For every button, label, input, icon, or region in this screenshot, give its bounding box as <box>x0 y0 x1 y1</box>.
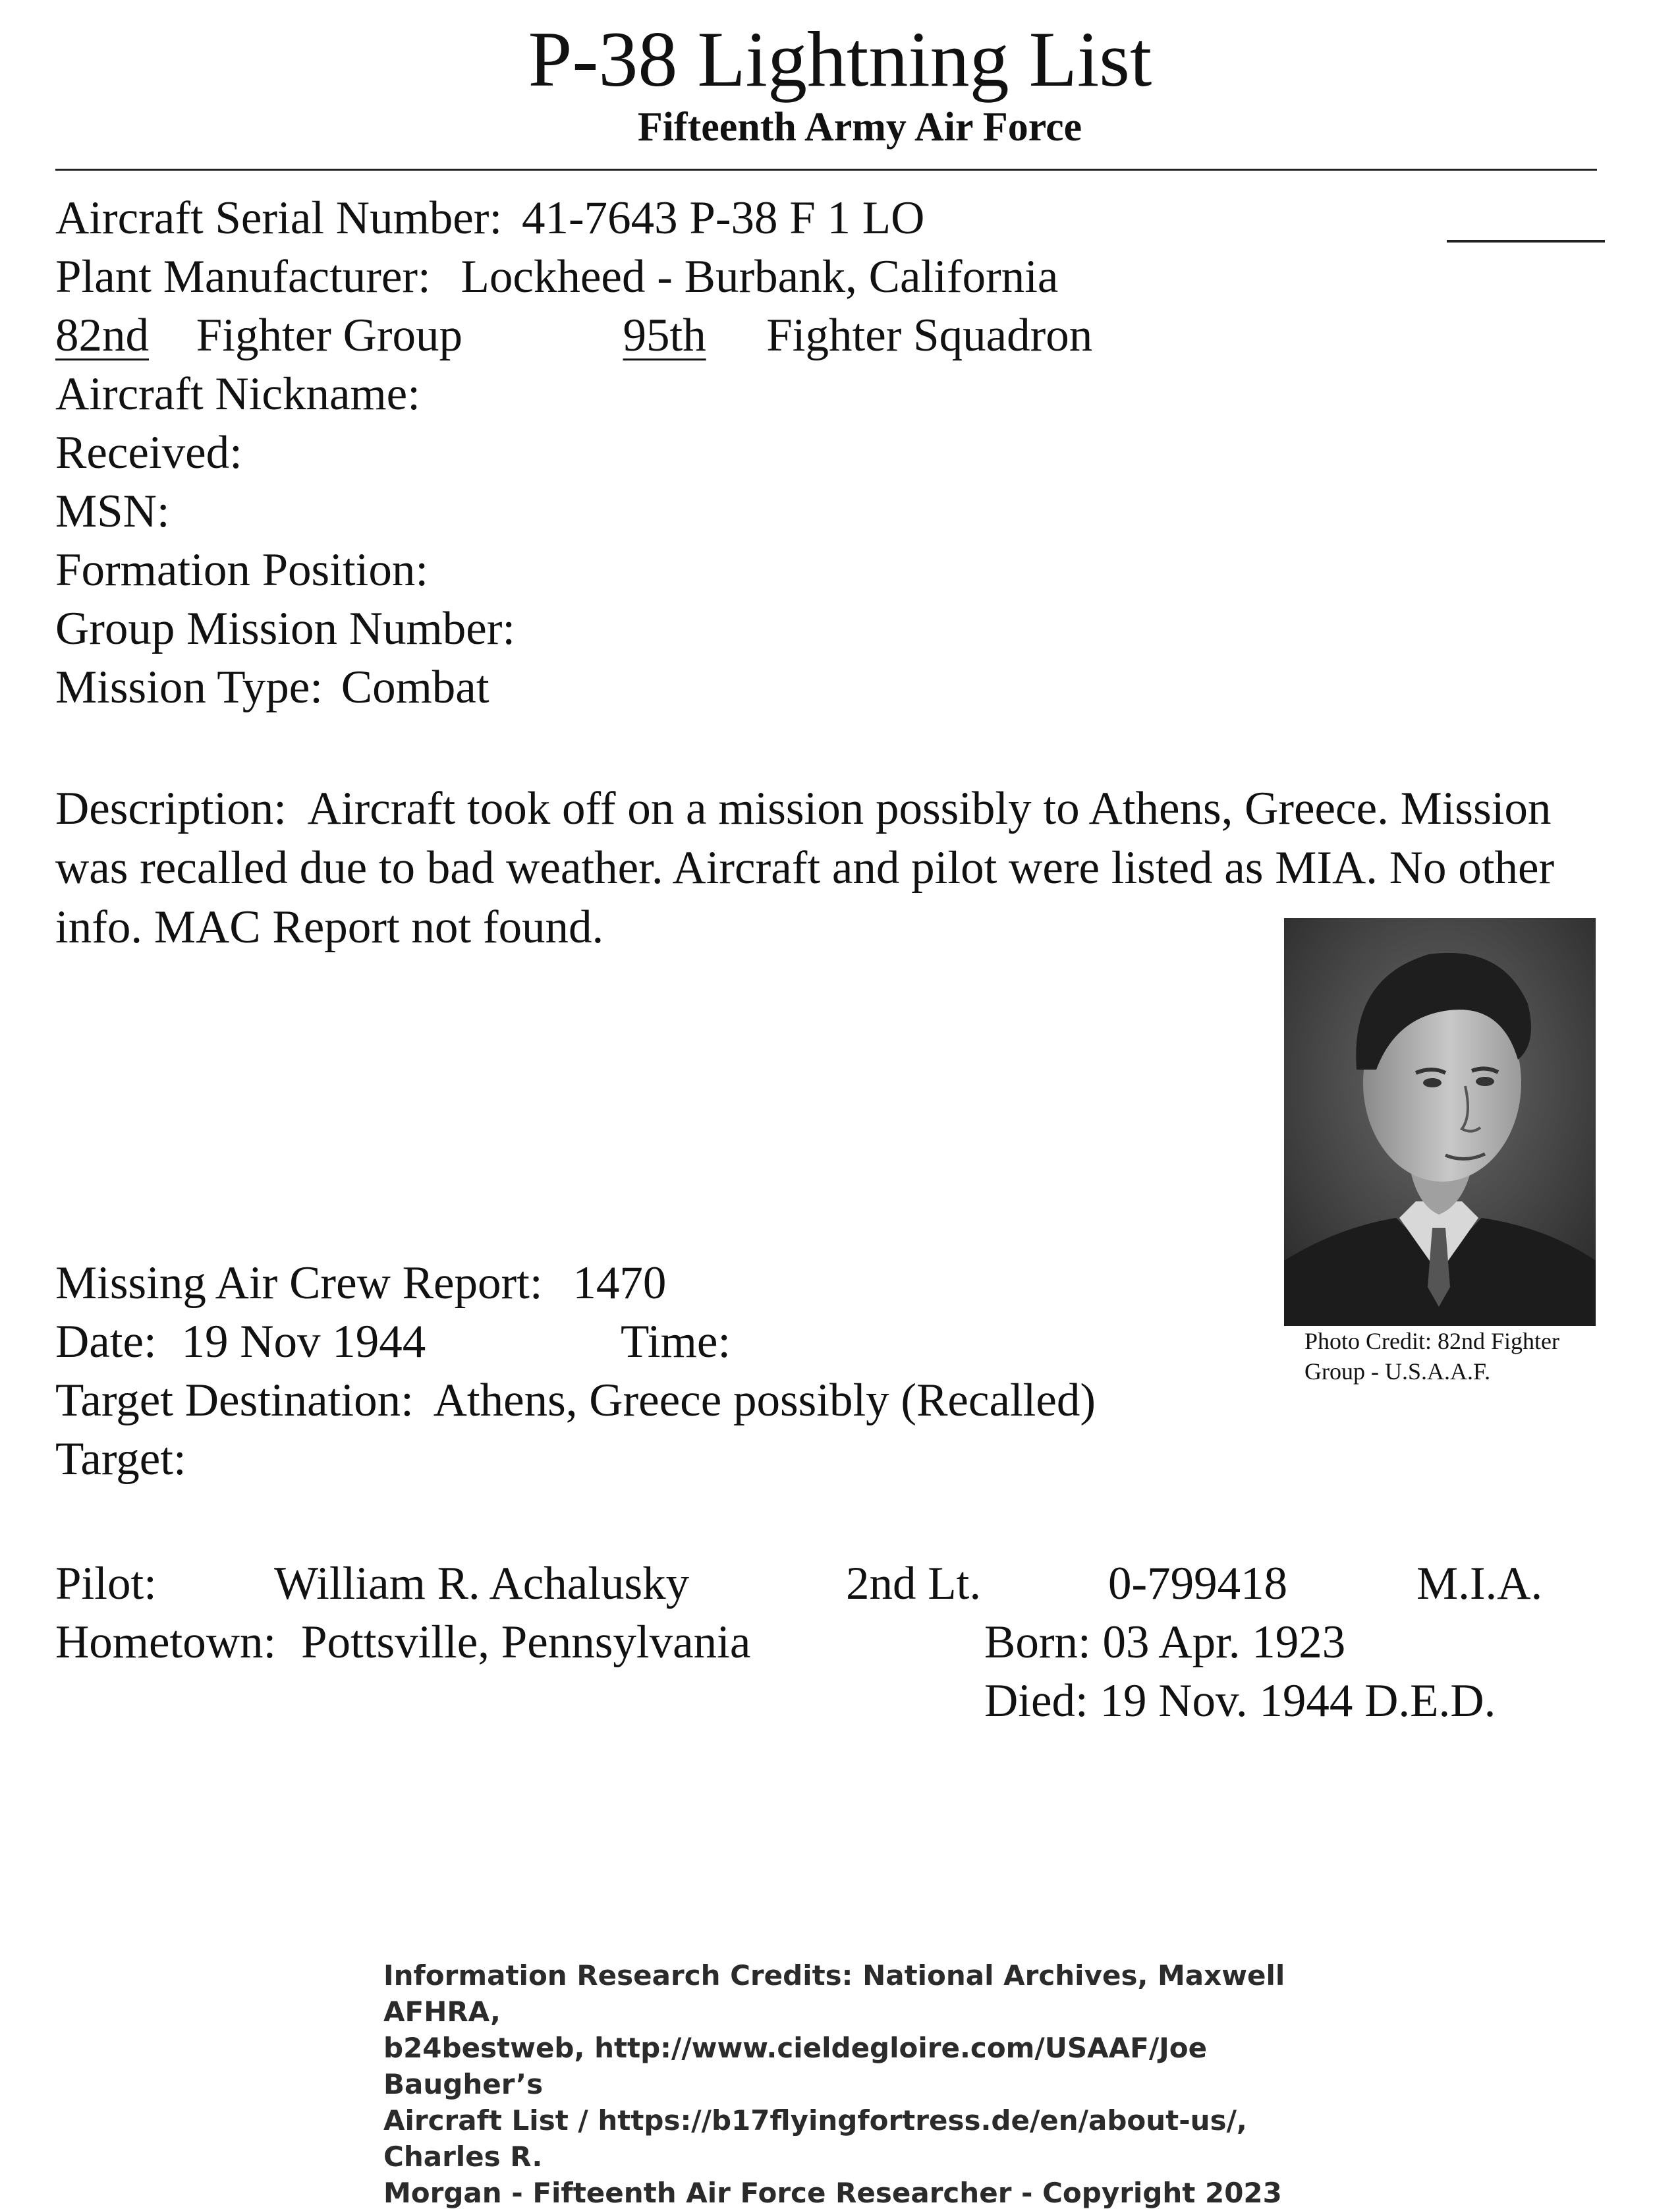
time-label: Time: <box>621 1316 731 1367</box>
credits-line-3: Aircraft List / https://b17flyingfortress.de/en/about-us/, Charles R. <box>383 2104 1247 2173</box>
date-label: Date: <box>55 1316 157 1367</box>
page-subtitle: Fifteenth Army Air Force <box>637 105 1082 150</box>
manufacturer-label: Plant Manufacturer: <box>55 251 431 302</box>
received-label: Received: <box>55 427 242 478</box>
pilot-rank: 2nd Lt. <box>846 1558 982 1609</box>
squadron-label: Fighter Squadron <box>766 310 1093 361</box>
unit-row <box>55 306 1092 365</box>
serial-blank-line <box>1447 240 1605 243</box>
born-date: Born: 03 Apr. 1923 <box>984 1617 1346 1668</box>
squadron-number: 95th <box>623 310 706 361</box>
group-number: 82nd <box>55 310 149 361</box>
description-label: Description: <box>55 783 287 834</box>
research-credits <box>383 1957 1358 2211</box>
mission-type-value: Combat <box>341 662 490 713</box>
target-label: Target: <box>55 1433 186 1485</box>
manufacturer-value: Lockheed - Burbank, California <box>461 251 1059 302</box>
target-destination-row <box>55 1371 1096 1430</box>
photo-caption: Photo Credit: 82nd Fighter Group - U.S.A.A.F. <box>1304 1328 1559 1385</box>
group-mission-label: Group Mission Number: <box>55 603 516 654</box>
pilot-name: William R. Achalusky <box>274 1558 690 1609</box>
pilot-photo <box>1284 918 1596 1326</box>
pilot-portrait-image <box>1284 918 1596 1326</box>
macr-label: Missing Air Crew Report: <box>55 1257 543 1309</box>
manufacturer-row <box>55 247 1058 306</box>
serial-value: 41-7643 P-38 F 1 LO <box>521 192 925 244</box>
died-date: Died: 19 Nov. 1944 D.E.D. <box>984 1675 1496 1727</box>
description-text: Aircraft took off on a mission possibly to Athens, Greece. Mission was recalled due to bad weather. Aircraft and pilot were listed as MIA. No other info. MAC Report not found. <box>55 783 1555 953</box>
formation-label: Formation Position: <box>55 544 429 596</box>
hometown-label: Hometown: <box>55 1617 277 1668</box>
pilot-label: Pilot: <box>55 1558 157 1609</box>
mission-type-label: Mission Type: <box>55 662 323 713</box>
credits-line-2: b24bestweb, http://www.cieldegloire.com/USAAF/Joe Baugher’s <box>383 2032 1208 2100</box>
macr-row <box>55 1253 666 1313</box>
mission-type-row <box>55 658 490 717</box>
hometown-value: Pottsville, Pennsylvania <box>301 1617 751 1668</box>
target-destination-value: Athens, Greece possibly (Recalled) <box>433 1375 1096 1426</box>
hometown-row <box>55 1613 750 1672</box>
credits-line-4: Morgan - Fifteenth Air Force Researcher - Copyright 2023 <box>383 2177 1282 2209</box>
pilot-status: M.I.A. <box>1416 1558 1543 1609</box>
target-destination-label: Target Destination: <box>55 1375 414 1426</box>
date-value: 19 Nov 1944 <box>181 1316 426 1367</box>
serial-label: Aircraft Serial Number: <box>55 192 503 244</box>
nickname-label: Aircraft Nickname: <box>55 368 420 420</box>
date-row <box>55 1312 426 1371</box>
page-title: P-38 Lightning List <box>528 15 1152 103</box>
pilot-serial: 0-799418 <box>1108 1558 1288 1609</box>
credits-line-1: Information Research Credits: National Archives, Maxwell AFHRA, <box>383 1959 1285 2028</box>
macr-value: 1470 <box>573 1257 667 1309</box>
serial-row <box>55 188 924 248</box>
header-divider <box>55 169 1597 171</box>
group-label: Fighter Group <box>196 310 463 361</box>
msn-label: MSN: <box>55 486 170 537</box>
